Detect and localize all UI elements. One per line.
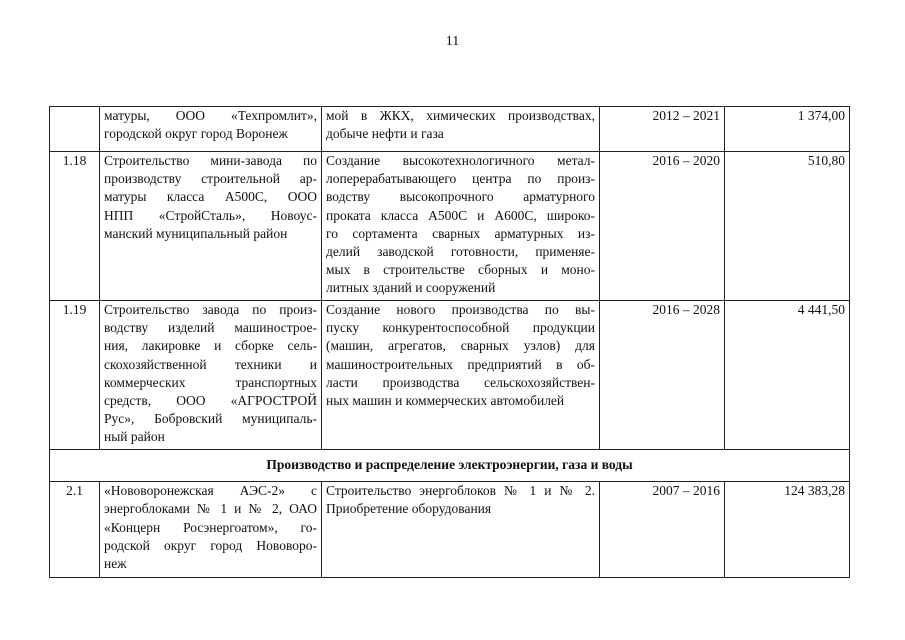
project-description-line: энергоблоками № 1 и № 2, ОАО xyxy=(104,501,317,517)
project-description-line: манский муниципальный район xyxy=(104,225,288,241)
project-purpose-line: ласти производства сельскохозяйствен- xyxy=(326,374,595,390)
row-number: 1.18 xyxy=(50,152,100,301)
project-description xyxy=(100,301,322,450)
project-purpose xyxy=(322,107,600,152)
investment-amount: 4 441,50 xyxy=(725,301,850,450)
row-number xyxy=(50,107,100,152)
project-description-line: матуры класса А500С, ООО xyxy=(104,189,317,205)
project-description-line: водству изделий машинострое- xyxy=(104,320,317,336)
project-purpose-line: (машин, агрегатов, сварных узлов) для xyxy=(326,338,595,354)
project-description-line: скохозяйственной техники и xyxy=(104,356,317,372)
project-purpose-line: Создание нового производства по вы- xyxy=(326,302,595,317)
project-description-line: матуры, ООО «Техпромлит», xyxy=(104,108,317,123)
project-purpose-line: лоперерабатывающего центра по произ- xyxy=(326,171,595,187)
project-description-line: Рус», Бобровский муниципаль- xyxy=(104,411,317,427)
project-purpose-line: ных машин и коммерческих автомобилей xyxy=(326,393,565,409)
project-description-line: городской округ город Воронеж xyxy=(104,126,288,142)
table-row xyxy=(50,152,850,301)
implementation-period: 2012 – 2021 xyxy=(600,107,725,152)
table-row xyxy=(50,301,850,450)
project-description-line: «Нововоронежская АЭС-2» с xyxy=(104,483,317,499)
page-number: 11 xyxy=(445,34,460,49)
project-purpose-line: Приобретение оборудования xyxy=(326,501,492,517)
section-title: Производство и распределение электроэнергии, газа и воды xyxy=(50,450,850,482)
table-row xyxy=(50,482,850,578)
project-purpose xyxy=(322,301,600,450)
project-purpose xyxy=(322,482,600,578)
project-description-line: неж xyxy=(104,556,127,572)
implementation-period: 2016 – 2028 xyxy=(600,301,725,450)
project-purpose-line: мой в ЖКХ, химических производствах, xyxy=(326,108,595,123)
implementation-period: 2007 – 2016 xyxy=(600,482,725,578)
project-purpose-line: машиностроительных предприятий в об- xyxy=(326,356,595,372)
project-description-line: средств, ООО «АГРОСТРОЙ xyxy=(104,393,317,409)
project-description xyxy=(100,152,322,301)
investment-amount: 510,80 xyxy=(725,152,850,301)
project-purpose-line: пуску конкурентоспособной продукции xyxy=(326,320,595,336)
project-description xyxy=(100,107,322,152)
section-header-row xyxy=(50,450,850,482)
project-purpose-line: Строительство энергоблоков № 1 и № 2. xyxy=(326,483,595,499)
investment-amount: 124 383,28 xyxy=(725,482,850,578)
project-description-line: ный район xyxy=(104,429,165,445)
project-description-line: ния, лакировке и сборке сель- xyxy=(104,338,317,354)
project-purpose-line: го сортамента сварных арматурных из- xyxy=(326,225,595,241)
project-purpose xyxy=(322,152,600,301)
project-purpose-line: делий заводской готовности, применяе- xyxy=(326,244,595,260)
project-description-line: коммерческих транспортных xyxy=(104,374,317,390)
project-description xyxy=(100,482,322,578)
project-description-line: Строительство мини-завода по xyxy=(104,153,317,168)
project-purpose-line: добыче нефти и газа xyxy=(326,126,444,142)
project-purpose-line: литных зданий и сооружений xyxy=(326,280,496,296)
project-description-line: родской округ город Нововоро- xyxy=(104,537,317,553)
project-purpose-line: мых в строительстве сборных и моно- xyxy=(326,262,595,278)
project-purpose-line: проката класса А500С и А600С, широко- xyxy=(326,207,595,223)
project-description-line: Строительство завода по произ- xyxy=(104,302,317,317)
row-number: 1.19 xyxy=(50,301,100,450)
projects-table xyxy=(49,106,850,578)
project-description-line: производству строительной ар- xyxy=(104,171,317,187)
project-description-line: НПП «СтройСталь», Новоус- xyxy=(104,207,317,223)
row-number: 2.1 xyxy=(50,482,100,578)
table-row xyxy=(50,107,850,152)
project-purpose-line: Создание высокотехнологичного метал- xyxy=(326,153,595,168)
project-purpose-line: водству высокопрочного арматурного xyxy=(326,189,595,205)
project-description-line: «Концерн Росэнергоатом», го- xyxy=(104,519,317,535)
implementation-period: 2016 – 2020 xyxy=(600,152,725,301)
investment-amount: 1 374,00 xyxy=(725,107,850,152)
